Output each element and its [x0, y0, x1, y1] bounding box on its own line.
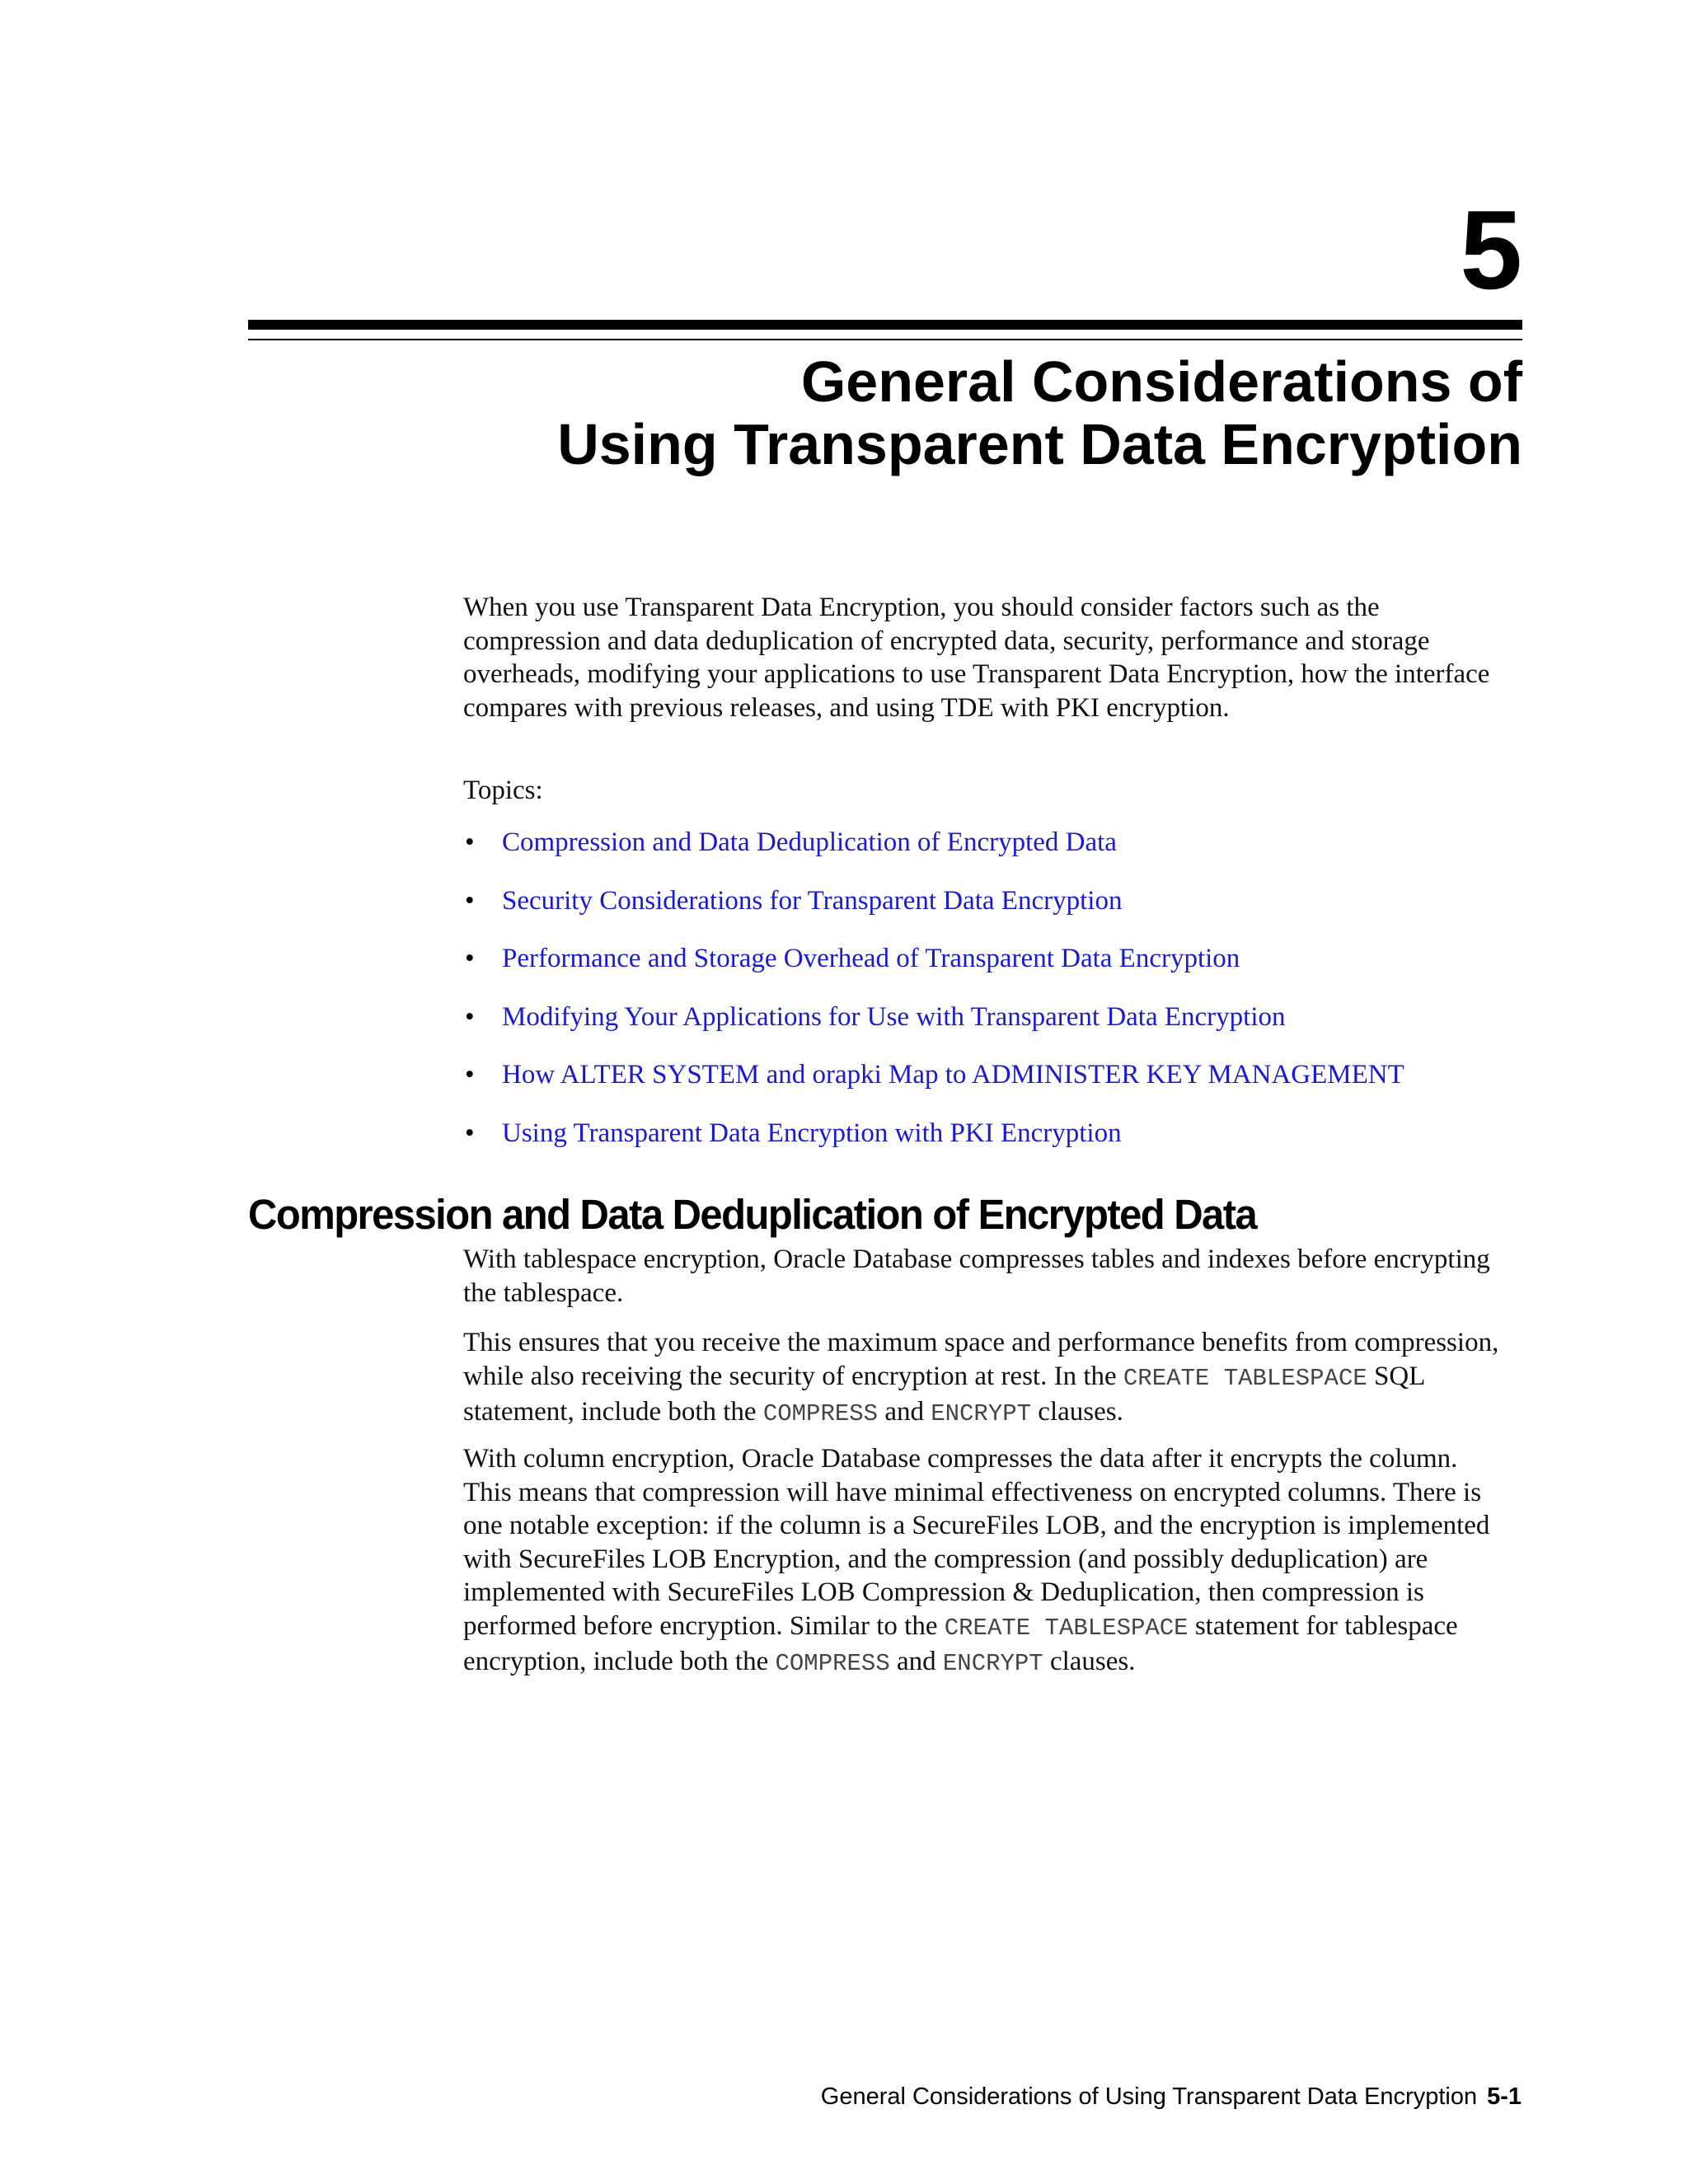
page-footer — [821, 2083, 1522, 2111]
code-compress: COMPRESS — [762, 1400, 879, 1427]
bullet: • — [465, 885, 475, 916]
paragraph-text: clauses. — [1043, 1647, 1136, 1676]
chapter-rule-thick — [248, 320, 1522, 330]
topic-list — [463, 826, 1510, 1174]
page-number: 5-1 — [1487, 2083, 1522, 2110]
paragraph-text: This ensures that you receive the maximum space and performance benefits from compression, while also receiving the security of encryption at rest. In the — [463, 1328, 1499, 1391]
topic-link-compression[interactable]: Compression and Data Deduplication of Encrypted Data — [502, 827, 1117, 857]
bullet: • — [465, 1060, 475, 1090]
code-encrypt: ENCRYPT — [931, 1400, 1032, 1427]
chapter-title-line-1: General Considerations of — [800, 349, 1522, 414]
list-item — [463, 826, 1510, 884]
paragraph-text: SQL statement, include both the — [463, 1361, 1425, 1427]
list-item — [463, 884, 1510, 943]
list-item — [463, 1058, 1510, 1117]
list-item — [463, 1001, 1510, 1059]
code-compress: COMPRESS — [775, 1650, 890, 1677]
topics-label: Topics: — [463, 776, 543, 805]
chapter-title-line-2: Using Transparent Data Encryption — [557, 412, 1522, 476]
bullet: • — [465, 827, 475, 857]
paragraph-text: and — [889, 1647, 943, 1676]
chapter-rule-thin — [248, 339, 1522, 340]
paragraph-text: clauses. — [1031, 1397, 1123, 1427]
section-heading: Compression and Data Deduplication of Encrypted Data — [248, 1191, 1257, 1238]
bullet: • — [465, 944, 475, 973]
section-paragraph-1: With tablespace encryption, Oracle Database compresses tables and indexes before encrypting the tablespace. — [463, 1244, 1490, 1308]
chapter-number: 5 — [1460, 187, 1522, 312]
code-create-tablespace: CREATE TABLESPACE — [944, 1614, 1189, 1642]
list-item — [463, 942, 1510, 1001]
list-item — [463, 1117, 1510, 1175]
intro-paragraph: When you use Transparent Data Encryption, you should consider factors such as the compression and data deduplication of encrypted data, security, performance and storage overheads, modifying your applications to use Transparent Data Encryption, how the interface compares with previous releases, and using TDE with PKI encryption. — [463, 593, 1490, 723]
bullet: • — [465, 1118, 475, 1148]
topic-link-security[interactable]: Security Considerations for Transparent Data Encryption — [502, 885, 1123, 916]
code-create-tablespace: CREATE TABLESPACE — [1123, 1364, 1367, 1392]
bullet: • — [465, 1001, 475, 1032]
chapter-title — [557, 350, 1522, 476]
topic-link-pki-encryption[interactable]: Using Transparent Data Encryption with PKI Encryption — [502, 1118, 1122, 1148]
paragraph-text: statement for tablespace encryption, include both the — [463, 1610, 1458, 1676]
paragraph-text: With column encryption, Oracle Database compresses the data after it encrypts the column. This means that compression will have minimal effectiveness on encrypted columns. There is one notable exception: if the column is a SecureFiles LOB, and the encryption is implemented with SecureFiles LOB Encryption, and the compression (and possibly deduplication) are implemented with SecureFiles LOB Compression & Deduplication, then compression is performed before encryption. Similar to the — [463, 1444, 1490, 1641]
footer-title: General Considerations of Using Transparent Data Encryption — [820, 2083, 1478, 2110]
section-paragraph-2 — [463, 1326, 1510, 1432]
paragraph-text: and — [878, 1397, 931, 1427]
topic-link-modifying-applications[interactable]: Modifying Your Applications for Use with Transparent Data Encryption — [502, 1001, 1286, 1032]
topic-link-performance[interactable]: Performance and Storage Overhead of Transparent Data Encryption — [502, 944, 1240, 973]
section-paragraph-3 — [463, 1442, 1510, 1681]
code-encrypt: ENCRYPT — [942, 1650, 1043, 1677]
topic-link-alter-system-mapping[interactable]: How ALTER SYSTEM and orapki Map to ADMINISTER KEY MANAGEMENT — [502, 1060, 1404, 1090]
